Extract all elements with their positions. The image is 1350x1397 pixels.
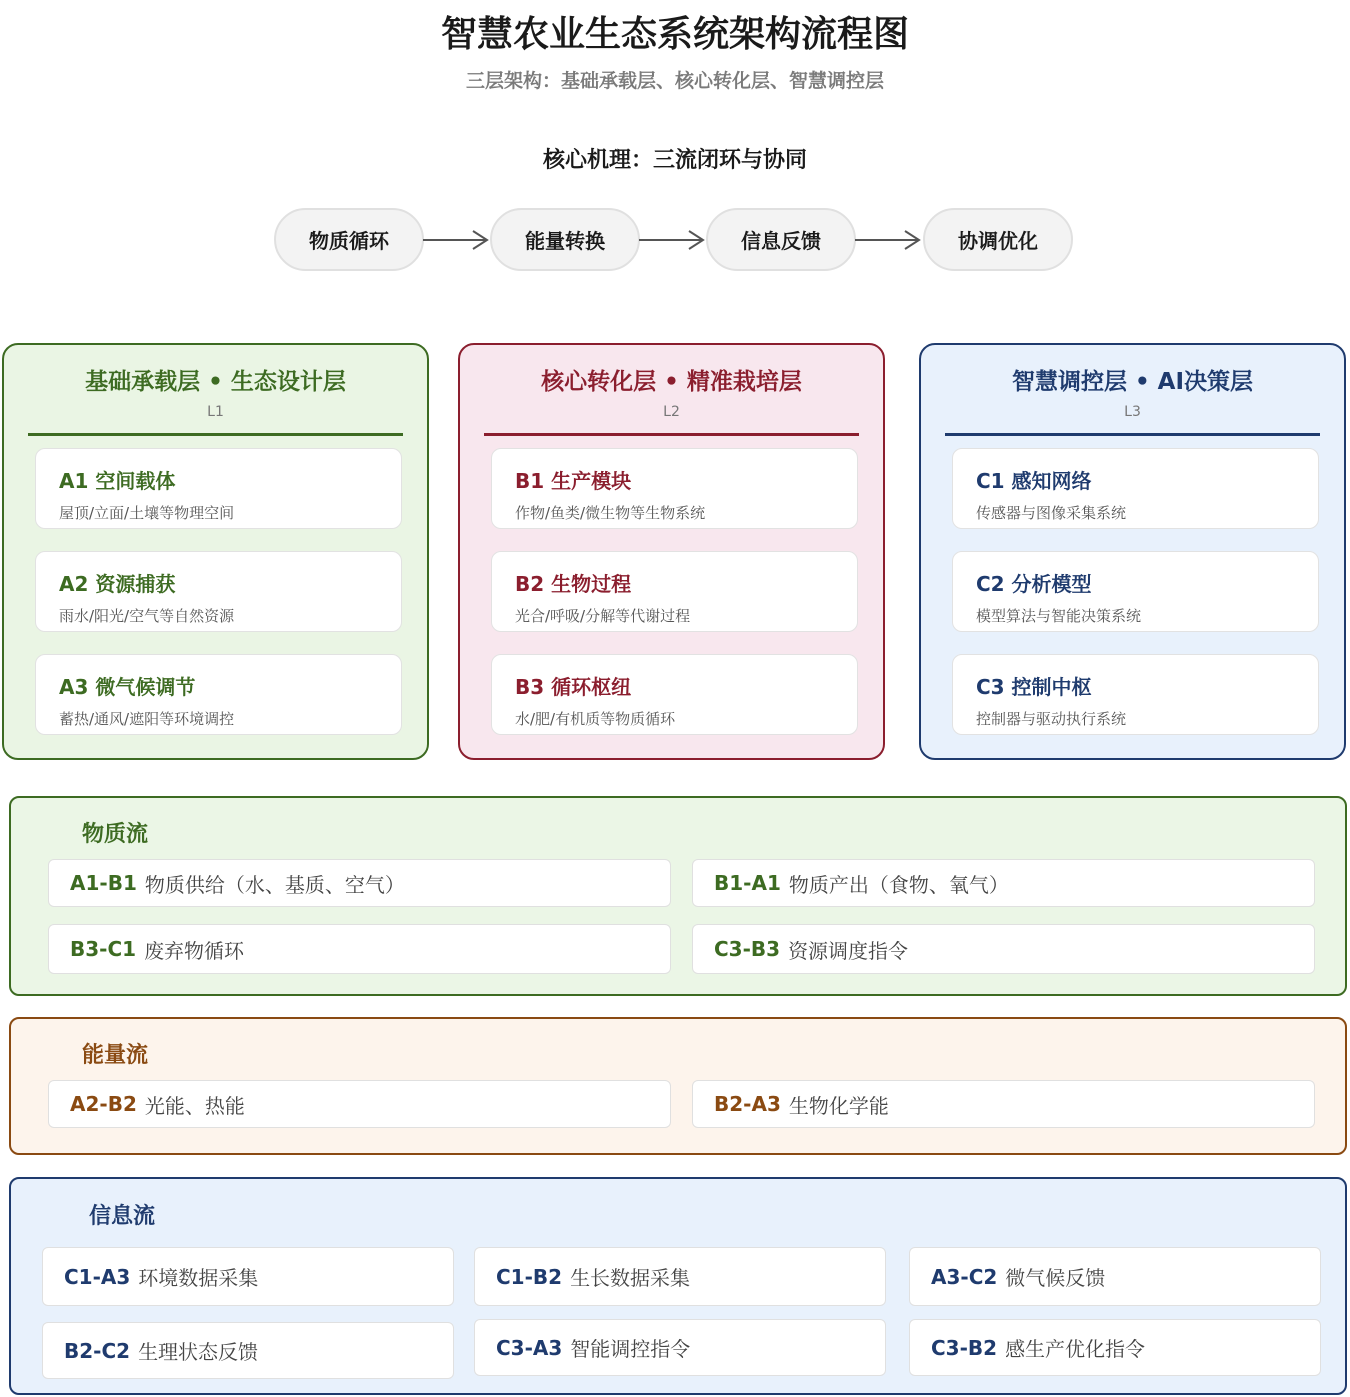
flow-code: C3-B2	[931, 1335, 998, 1360]
card-title: B2 生物过程	[515, 572, 632, 596]
card-title: A3 微气候调节	[59, 675, 196, 699]
flow-panel-energy	[9, 1017, 1347, 1155]
card-description: 光合/呼吸/分解等代谢过程	[515, 607, 691, 625]
flow-text: 光能、热能	[144, 1093, 245, 1118]
flow-item-a1-b1	[48, 859, 671, 907]
flow-item-c1-a3	[42, 1247, 454, 1306]
flow-code: A3-C2	[931, 1264, 998, 1289]
component-card-c1	[952, 448, 1319, 529]
component-card-a1	[35, 448, 402, 529]
flow-text: 智能调控指令	[570, 1337, 691, 1361]
flow-text: 废弃物循环	[144, 938, 245, 963]
flow-code: A1-B1	[70, 871, 137, 895]
layer-code: L2	[663, 404, 680, 420]
card-description: 模型算法与智能决策系统	[976, 607, 1142, 625]
layer-divider	[28, 433, 403, 436]
card-description: 传感器与图像采集系统	[976, 504, 1127, 522]
arrow-right-icon	[639, 228, 707, 252]
page-subtitle: 三层架构：基础承载层、核心转化层、智慧调控层	[465, 70, 884, 92]
flow-code: A2-B2	[70, 1092, 137, 1116]
flow-item-b1-a1	[692, 859, 1315, 907]
layer-foundation	[2, 343, 429, 760]
layer-divider	[484, 433, 859, 436]
flow-code: C1-B2	[496, 1264, 563, 1289]
card-description: 控制器与驱动执行系统	[976, 710, 1127, 728]
layer-title: 核心转化层 • 精准栽培层	[541, 369, 802, 395]
flow-text: 生长数据采集	[570, 1266, 691, 1290]
card-description: 雨水/阳光/空气等自然资源	[59, 607, 235, 625]
card-title: A2 资源捕获	[59, 572, 176, 596]
flow-code: C3-B3	[714, 937, 781, 961]
flow-text: 资源调度指令	[788, 938, 909, 963]
layer-title: 智慧调控层 • AI决策层	[1011, 369, 1254, 395]
flow-text: 环境数据采集	[138, 1266, 259, 1290]
flow-title: 信息流	[89, 1204, 156, 1229]
flow-panel-information	[9, 1177, 1347, 1395]
card-title: B3 循环枢纽	[515, 675, 632, 699]
layer-code: L1	[207, 404, 224, 420]
card-description: 屋顶/立面/土壤等物理空间	[59, 504, 235, 522]
card-description: 作物/鱼类/微生物等生物系统	[515, 504, 706, 522]
flow-title: 能量流	[82, 1043, 149, 1068]
mechanism-step-coordination: 协调优化	[923, 208, 1073, 271]
flow-item-b2-a3	[692, 1080, 1315, 1128]
arrow-right-icon	[423, 228, 491, 252]
page-title: 智慧农业生态系统架构流程图	[440, 14, 909, 55]
flow-text: 生物化学能	[788, 1093, 889, 1118]
card-title: C2 分析模型	[976, 572, 1092, 596]
flow-code: B1-A1	[714, 871, 781, 895]
card-title: C1 感知网络	[976, 469, 1092, 493]
flow-item-a3-c2	[909, 1247, 1321, 1306]
card-title: C3 控制中枢	[976, 675, 1092, 699]
card-description: 水/肥/有机质等物质循环	[515, 710, 676, 728]
mechanism-step-material-cycle: 物质循环	[274, 208, 424, 271]
flow-code: C1-A3	[64, 1264, 131, 1289]
mechanism-step-energy-conversion: 能量转换	[490, 208, 640, 271]
flow-text: 物质产出（食物、氧气）	[788, 872, 1009, 897]
arrow-right-icon	[855, 228, 923, 252]
component-card-c3	[952, 654, 1319, 735]
flow-item-c3-b2	[909, 1319, 1321, 1376]
flow-title: 物质流	[82, 822, 149, 847]
card-description: 蓄热/通风/遮阳等环境调控	[59, 710, 235, 728]
flow-code: B2-A3	[714, 1092, 781, 1116]
flow-code: C3-A3	[496, 1335, 563, 1360]
flow-item-b3-c1	[48, 924, 671, 974]
component-card-c2	[952, 551, 1319, 632]
layer-smart-control	[919, 343, 1346, 760]
flow-item-c1-b2	[474, 1247, 886, 1306]
flow-item-c3-a3	[474, 1319, 886, 1376]
component-card-a3	[35, 654, 402, 735]
flow-text: 感生产优化指令	[1005, 1337, 1146, 1361]
flow-text: 生理状态反馈	[138, 1340, 259, 1364]
flow-text: 微气候反馈	[1005, 1266, 1106, 1290]
flow-code: B3-C1	[70, 937, 137, 961]
component-card-a2	[35, 551, 402, 632]
card-title: A1 空间载体	[59, 469, 176, 493]
card-title: B1 生产模块	[515, 469, 632, 493]
layer-divider	[945, 433, 1320, 436]
layer-core-conversion	[458, 343, 885, 760]
flow-item-b2-c2	[42, 1322, 454, 1379]
layer-title: 基础承载层 • 生态设计层	[85, 369, 346, 395]
component-card-b1	[491, 448, 858, 529]
component-card-b2	[491, 551, 858, 632]
component-card-b3	[491, 654, 858, 735]
flow-code: B2-C2	[64, 1338, 131, 1363]
flow-panel-material	[9, 796, 1347, 996]
mechanism-step-info-feedback: 信息反馈	[706, 208, 856, 271]
mechanism-title: 核心机理：三流闭环与协同	[542, 148, 807, 173]
flow-item-c3-b3	[692, 924, 1315, 974]
layer-code: L3	[1124, 404, 1141, 420]
flow-text: 物质供给（水、基质、空气）	[144, 872, 405, 897]
flow-item-a2-b2	[48, 1080, 671, 1128]
